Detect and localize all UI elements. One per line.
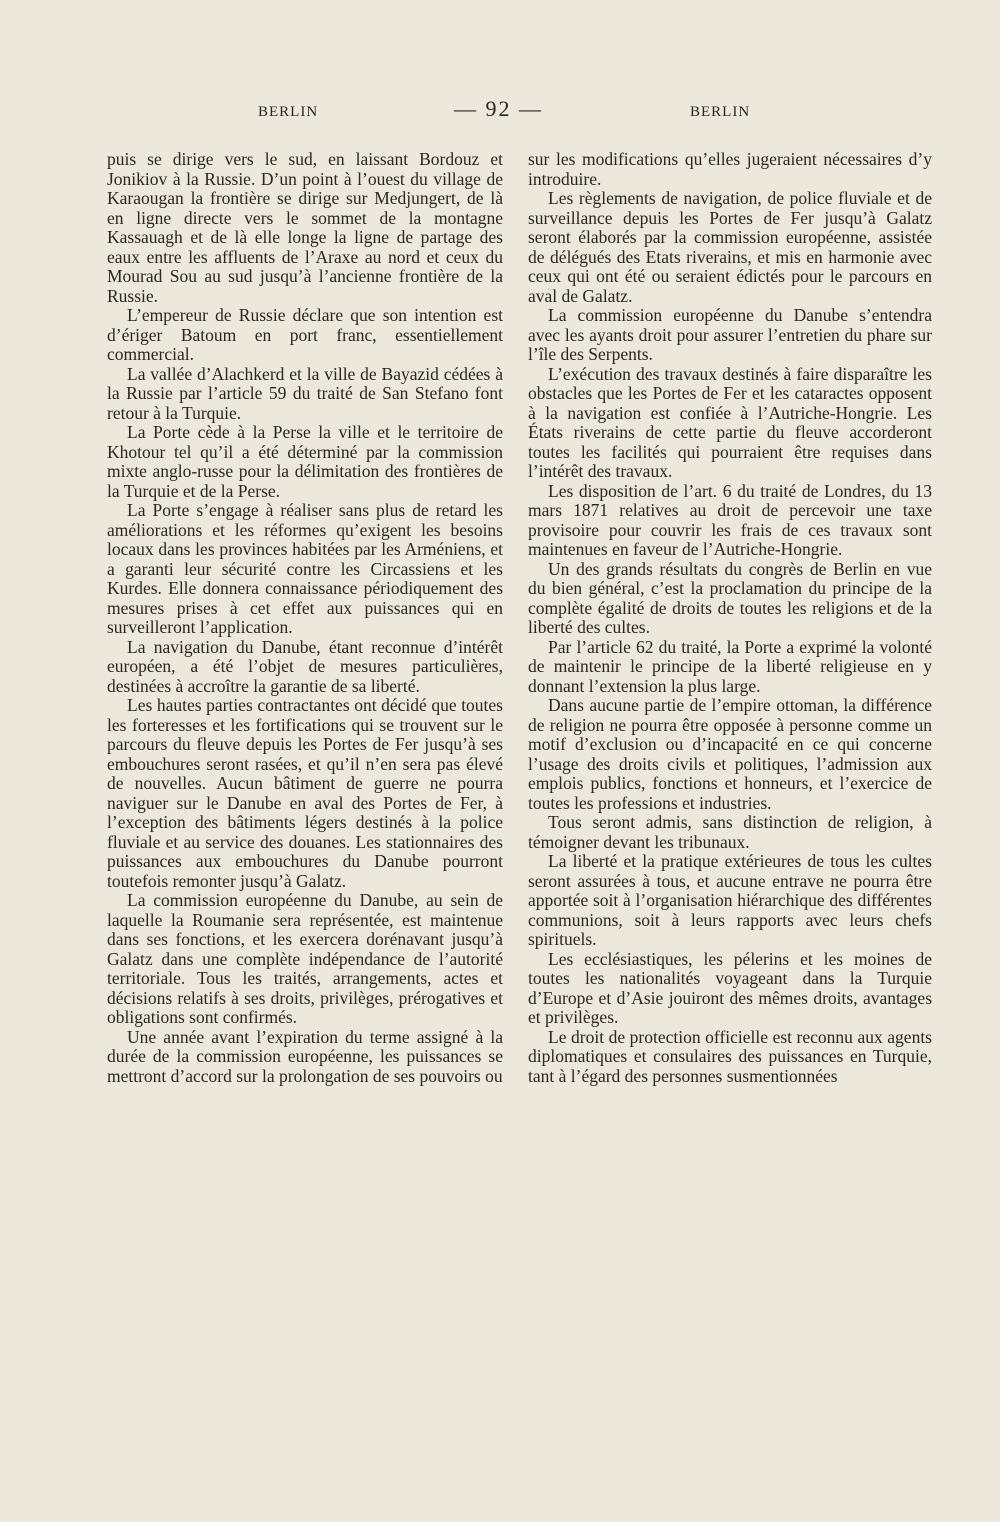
paragraph: Par l’article 62 du traité, la Porte a exprimé la volonté de maintenir le principe de la liberté religieuse en y donnant l’extension la plus large. bbox=[528, 636, 932, 696]
paragraph: Les règlements de navigation, de police fluviale et de surveillance depuis les Portes de Fer jusqu’à Galatz seront élaborés par la commission européenne, assistée de délégués des Etats riverains, et mis en harmonie avec ceux qui ont été ou seraient édictés pour le parcours en aval de Galatz. bbox=[528, 188, 932, 306]
paragraph: La Porte s’engage à réaliser sans plus de retard les améliorations et les réformes qu’exigent les besoins locaux dans les provinces habitées par les Arméniens, et a garanti leur sécurité contre les Circassiens et les Kurdes. Elle donnera connaissance périodiquement des mesures prises à cet effet aux puissances qui en surveilleront l’application. bbox=[107, 500, 503, 637]
left-column bbox=[107, 150, 503, 1086]
header-left-title: BERLIN bbox=[258, 104, 319, 120]
paragraph: La navigation du Danube, étant reconnue d’intérêt européen, a été l’objet de mesures particulières, destinées à accroître la garantie de sa liberté. bbox=[107, 636, 503, 696]
paragraph: La liberté et la pratique extérieures de tous les cultes seront assurées à tous, et aucune entrave ne pourra être apportée soit à l’organisation hiérarchique des différentes communions, soit à leurs rapports avec leurs chefs spirituels. bbox=[528, 851, 932, 949]
running-header bbox=[0, 96, 1000, 126]
page-number: — 92 — bbox=[454, 96, 543, 121]
paragraph: Tous seront admis, sans distinction de religion, à témoigner devant les tribunaux. bbox=[528, 812, 932, 852]
paragraph: L’empereur de Russie déclare que son intention est d’ériger Batoum en port franc, essentiellement commercial. bbox=[107, 305, 503, 364]
paragraph: sur les modifications qu’elles jugeraient nécessaires d’y introduire. bbox=[528, 149, 932, 189]
paragraph: Les disposition de l’art. 6 du traité de Londres, du 13 mars 1871 relatives au droit de percevoir une taxe provisoire pour couvrir les frais de ces travaux sont maintenues en faveur de l’Autriche-Hongrie. bbox=[528, 480, 932, 559]
paragraph: La vallée d’Alachkerd et la ville de Bayazid cédées à la Russie par l’article 59 du traité de San Stefano font retour à la Turquie. bbox=[107, 363, 503, 423]
paragraph: Dans aucune partie de l’empire ottoman, la différence de religion ne pourra être opposée à personne comme un motif d’exclusion ou d’incapacité en ce qui concerne l’usage des droits civils et politiques, l’admission aux emplois publics, fonctions et honneurs, et l’exercice de toutes les professions et industries. bbox=[528, 695, 932, 813]
paragraph: Une année avant l’expiration du terme assigné à la durée de la commission européenne, les puissances se mettront d’accord sur la prolongation de ses pouvoirs ou bbox=[107, 1026, 503, 1086]
paragraph: Le droit de protection officielle est reconnu aux agents diplomatiques et consulaires des puissances en Turquie, tant à l’égard des personnes susmentionnées bbox=[528, 1026, 932, 1086]
paragraph: Les ecclésiastiques, les pélerins et les moines de toutes les nationalités voyageant dans la Turquie d’Europe et d’Asie jouiront des mêmes droits, avantages et privilèges. bbox=[528, 948, 932, 1027]
header-right-title: BERLIN bbox=[690, 104, 751, 120]
paragraph: Les hautes parties contractantes ont décidé que toutes les forteresses et les fortifications qui se trouvent sur le parcours du fleuve depuis les Portes de Fer jusqu’à ses embouchures seront rasées, et qu’il n’en sera pas élevé de nouvelles. Aucun bâtiment de guerre ne pourra naviguer sur le Danube en aval des Portes de Fer, à l’exception des bâtiments légers destinés à la police fluviale et au service des douanes. Les stationnaires des puissances aux embouchures du Danube pourront toutefois remonter jusqu’à Galatz. bbox=[107, 695, 503, 891]
paragraph: L’exécution des travaux destinés à faire disparaître les obstacles que les Portes de Fer et les cataractes opposent à la navigation est confiée à l’Autriche-Hongrie. Les États riverains de cette partie du fleuve accorderont toutes les facilités qui pourraient être requises dans l’intérêt des travaux. bbox=[528, 363, 932, 481]
paragraph: puis se dirige vers le sud, en laissant Bordouz et Jonikiov à la Russie. D’un point à l’ouest du village de Karaougan la frontière se dirige sur Medjungert, de là en ligne directe vers le sommet de la montagne Kassauagh et de là elle longe la ligne de partage des eaux entre les affluents de l’Araxe au nord et ceux du Mourad Sou au sud jusqu’à l’ancienne frontière de la Russie. bbox=[107, 149, 503, 306]
paragraph: Un des grands résultats du congrès de Berlin en vue du bien général, c’est la proclamation du principe de la complète égalité de droits de toutes les religions et de la liberté des cultes. bbox=[528, 558, 932, 637]
right-column bbox=[528, 150, 932, 1086]
paragraph: La commission européenne du Danube s’entendra avec les ayants droit pour assurer l’entretien du phare sur l’île des Serpents. bbox=[528, 305, 932, 364]
paragraph: La Porte cède à la Perse la ville et le territoire de Khotour tel qu’il a été déterminé par la commission mixte anglo-russe pour la délimitation des frontières de la Turquie et de la Perse. bbox=[107, 422, 503, 501]
paragraph: La commission européenne du Danube, au sein de laquelle la Roumanie sera représentée, est maintenue dans ses fonctions, et les exercera dorénavant jusqu’à Galatz dans une complète indépendance de l’autorité territoriale. Tous les traités, arrangements, actes et décisions relatifs à ses droits, privilèges, prérogatives et obligations sont confirmés. bbox=[107, 890, 503, 1027]
